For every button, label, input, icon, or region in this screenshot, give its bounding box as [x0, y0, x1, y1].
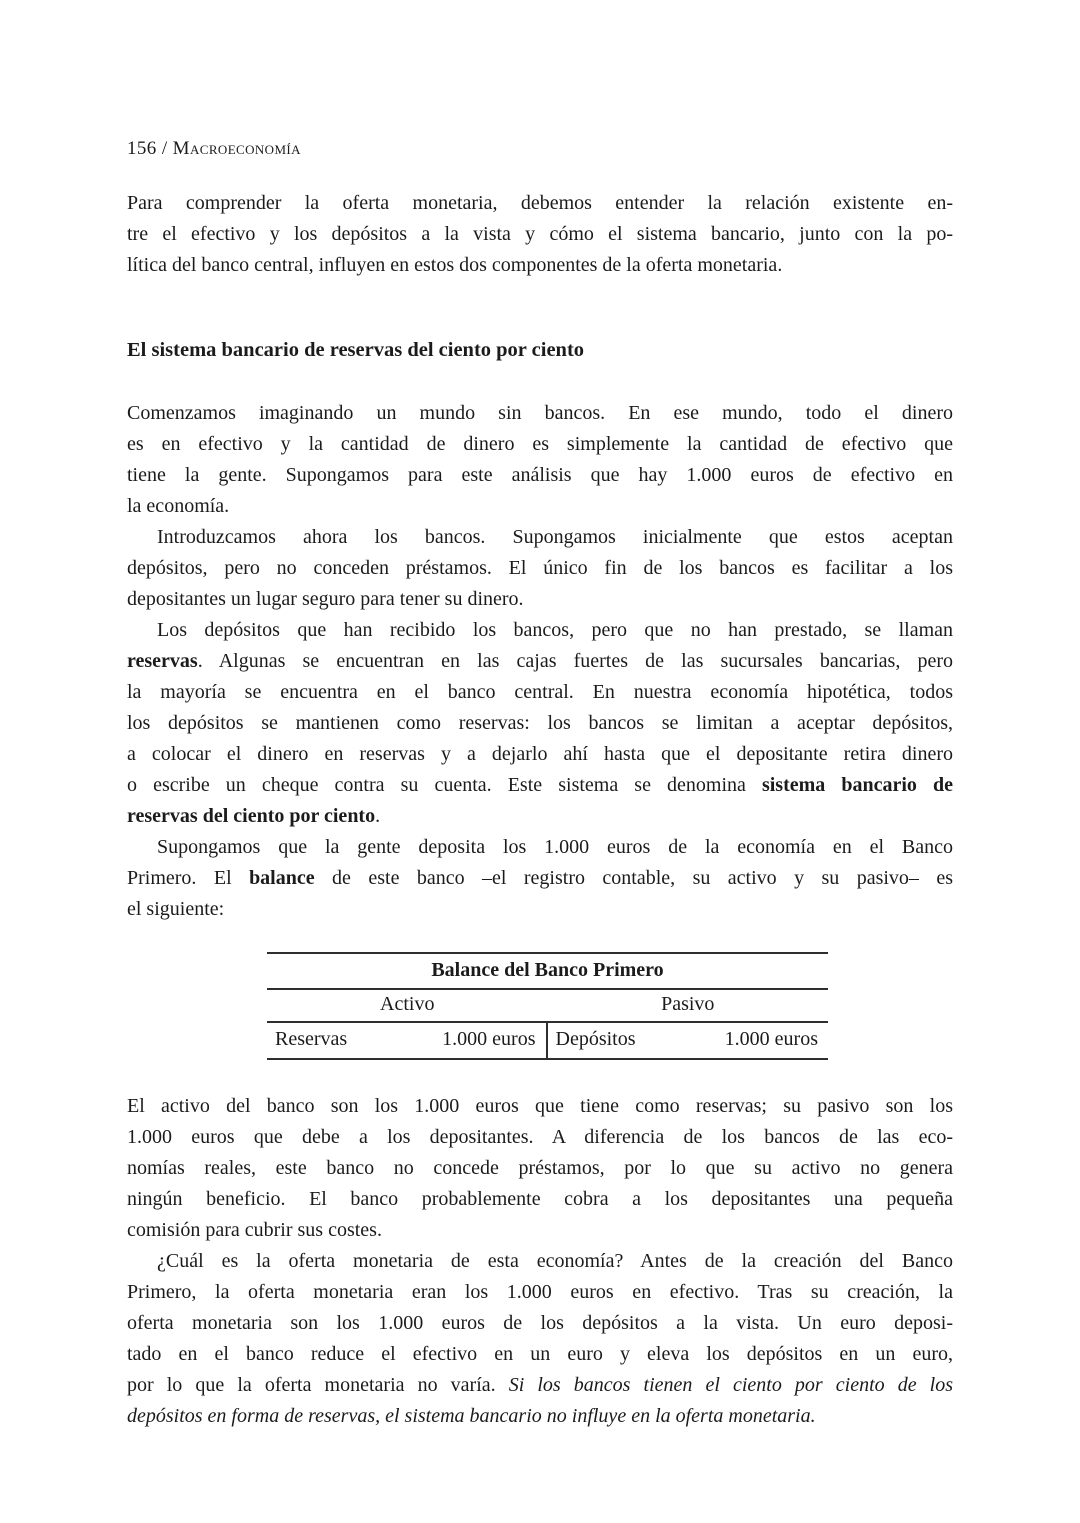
- body-text: ningún beneficio. El banco probablemente cobra a los depositantes una pequeña: [127, 1188, 953, 1210]
- text-line: [127, 460, 953, 491]
- text-line: [127, 770, 953, 801]
- text-line: [127, 615, 953, 646]
- text-line: [127, 1153, 953, 1184]
- paragraph-world-without-banks: [127, 398, 953, 522]
- body-text: tre el efectivo y los depósitos a la vista y cómo el sistema bancario, junto con la po-: [127, 223, 953, 245]
- body-text: Primero, la oferta monetaria eran los 1.000 euros en efectivo. Tras su creación, la: [127, 1281, 953, 1303]
- paragraph-balance-intro: [127, 832, 953, 925]
- text-line: [127, 1277, 953, 1308]
- text-line: [127, 739, 953, 770]
- body-text: tado en el banco reduce el efectivo en un euro y eleva los depósitos en un euro,: [127, 1343, 953, 1365]
- body-text: la mayoría se encuentra en el banco central. En nuestra economía hipotética, todos: [127, 681, 953, 703]
- paragraph-bank-assets: [127, 1091, 953, 1246]
- italic-text: Si los bancos tienen el ciento por ciento de los: [508, 1374, 954, 1396]
- text-line: [127, 708, 953, 739]
- text-line: [127, 219, 953, 250]
- bold-text: reservas del ciento por ciento: [127, 805, 376, 827]
- balance-table-header-row: [267, 990, 828, 1023]
- body-text: nomías reales, este banco no concede préstamos, por lo que su activo no genera: [127, 1157, 953, 1179]
- body-text: 1.000 euros que debe a los depositantes. A diferencia de los bancos de las eco-: [127, 1126, 953, 1148]
- text-line: [127, 188, 953, 219]
- body-text: Para comprender la oferta monetaria, debemos entender la relación existente en-: [127, 192, 953, 214]
- text-line: [127, 491, 953, 522]
- text-line: [127, 398, 953, 429]
- text-line: [127, 646, 953, 677]
- body-text: oferta monetaria son los 1.000 euros de los depósitos a la vista. Un euro deposi-: [127, 1312, 953, 1334]
- body-text: es en efectivo y la cantidad de dinero es simplemente la cantidad de efectivo que: [127, 433, 953, 455]
- text-line: [127, 894, 953, 925]
- text-line: [127, 250, 953, 281]
- text-line: [127, 1370, 953, 1401]
- bold-text: sistema bancario de: [761, 774, 953, 796]
- balance-table: [267, 952, 828, 1060]
- body-text: por lo que la oferta monetaria no varía.: [127, 1374, 509, 1396]
- section-heading: El sistema bancario de reservas del ciento por ciento: [127, 339, 585, 361]
- text-line: [127, 1122, 953, 1153]
- text-line: [127, 1339, 953, 1370]
- body-text: o escribe un cheque contra su cuenta. Este sistema se denomina: [127, 774, 762, 796]
- text-line: [127, 1246, 953, 1277]
- text-line: [127, 832, 953, 863]
- body-text: .: [375, 805, 381, 827]
- balance-table-data-row: [267, 1023, 828, 1058]
- text-line: [127, 1091, 953, 1122]
- balance-table-title: Balance del Banco Primero: [267, 954, 828, 990]
- intro-paragraph: [127, 188, 953, 281]
- text-line: [127, 1184, 953, 1215]
- body-text: Supongamos que la gente deposita los 1.000 euros de la economía en el Banco: [157, 836, 953, 858]
- text-line: [127, 553, 953, 584]
- text-line: [127, 677, 953, 708]
- balance-table-cell-pasivo: [548, 1023, 829, 1058]
- body-text: lítica del banco central, influyen en estos dos componentes de la oferta monetaria.: [127, 254, 783, 276]
- text-line: [127, 863, 953, 894]
- body-text: Introduzcamos ahora los bancos. Supongamos inicialmente que estos aceptan: [157, 526, 953, 548]
- body-text: tiene la gente. Supongamos para este análisis que hay 1.000 euros de efectivo en: [127, 464, 953, 486]
- body-text: comisión para cubrir sus costes.: [127, 1219, 382, 1241]
- body-text: El activo del banco son los 1.000 euros que tiene como reservas; su pasivo son los: [127, 1095, 953, 1117]
- body-text: ¿Cuál es la oferta monetaria de esta economía? Antes de la creación del Banco: [157, 1250, 953, 1272]
- balance-table-col-pasivo: Pasivo: [661, 993, 715, 1015]
- italic-text: depósitos en forma de reservas, el sistema bancario no influye en la oferta monetaria.: [127, 1405, 816, 1427]
- pasivo-value: 1.000 euros: [724, 1028, 818, 1050]
- balance-table-cell-activo: [267, 1023, 548, 1058]
- body-text: Los depósitos que han recibido los bancos, pero que no han prestado, se llaman: [157, 619, 953, 641]
- body-text: Primero. El: [127, 867, 250, 889]
- text-line: [127, 429, 953, 460]
- body-text: Comenzamos imaginando un mundo sin bancos. En ese mundo, todo el dinero: [127, 402, 953, 424]
- paragraph-introduce-banks: [127, 522, 953, 615]
- activo-label: Reservas: [275, 1028, 348, 1050]
- body-text: el siguiente:: [127, 898, 225, 920]
- body-text: depósitos, pero no conceden préstamos. El único fin de los bancos es facilitar a los: [127, 557, 953, 579]
- text-line: [127, 584, 953, 615]
- bold-text: reservas: [127, 650, 198, 672]
- text-line: [127, 1401, 953, 1432]
- balance-table-col-activo: Activo: [380, 993, 435, 1015]
- bold-text: balance: [249, 867, 315, 889]
- body-text: . Algunas se encuentran en las cajas fuertes de las sucursales bancarias, pero: [197, 650, 953, 672]
- pasivo-label: Depósitos: [555, 1028, 636, 1050]
- paragraph-reserves: [127, 615, 953, 832]
- text-line: [127, 1308, 953, 1339]
- text-line: [127, 522, 953, 553]
- body-text: la economía.: [127, 495, 230, 517]
- body-text: a colocar el dinero en reservas y a dejarlo ahí hasta que el depositante retira dinero: [127, 743, 953, 765]
- text-line: [127, 1215, 953, 1246]
- body-text: los depósitos se mantienen como reservas: los bancos se limitan a aceptar depósitos,: [127, 712, 953, 734]
- body-text: de este banco –el registro contable, su activo y su pasivo– es: [314, 867, 953, 889]
- text-line: [127, 801, 953, 832]
- body-text: depositantes un lugar seguro para tener su dinero.: [127, 588, 524, 610]
- page-header: 156 / Macroeconomía: [127, 138, 301, 159]
- paragraph-money-supply: [127, 1246, 953, 1432]
- activo-value: 1.000 euros: [442, 1028, 536, 1050]
